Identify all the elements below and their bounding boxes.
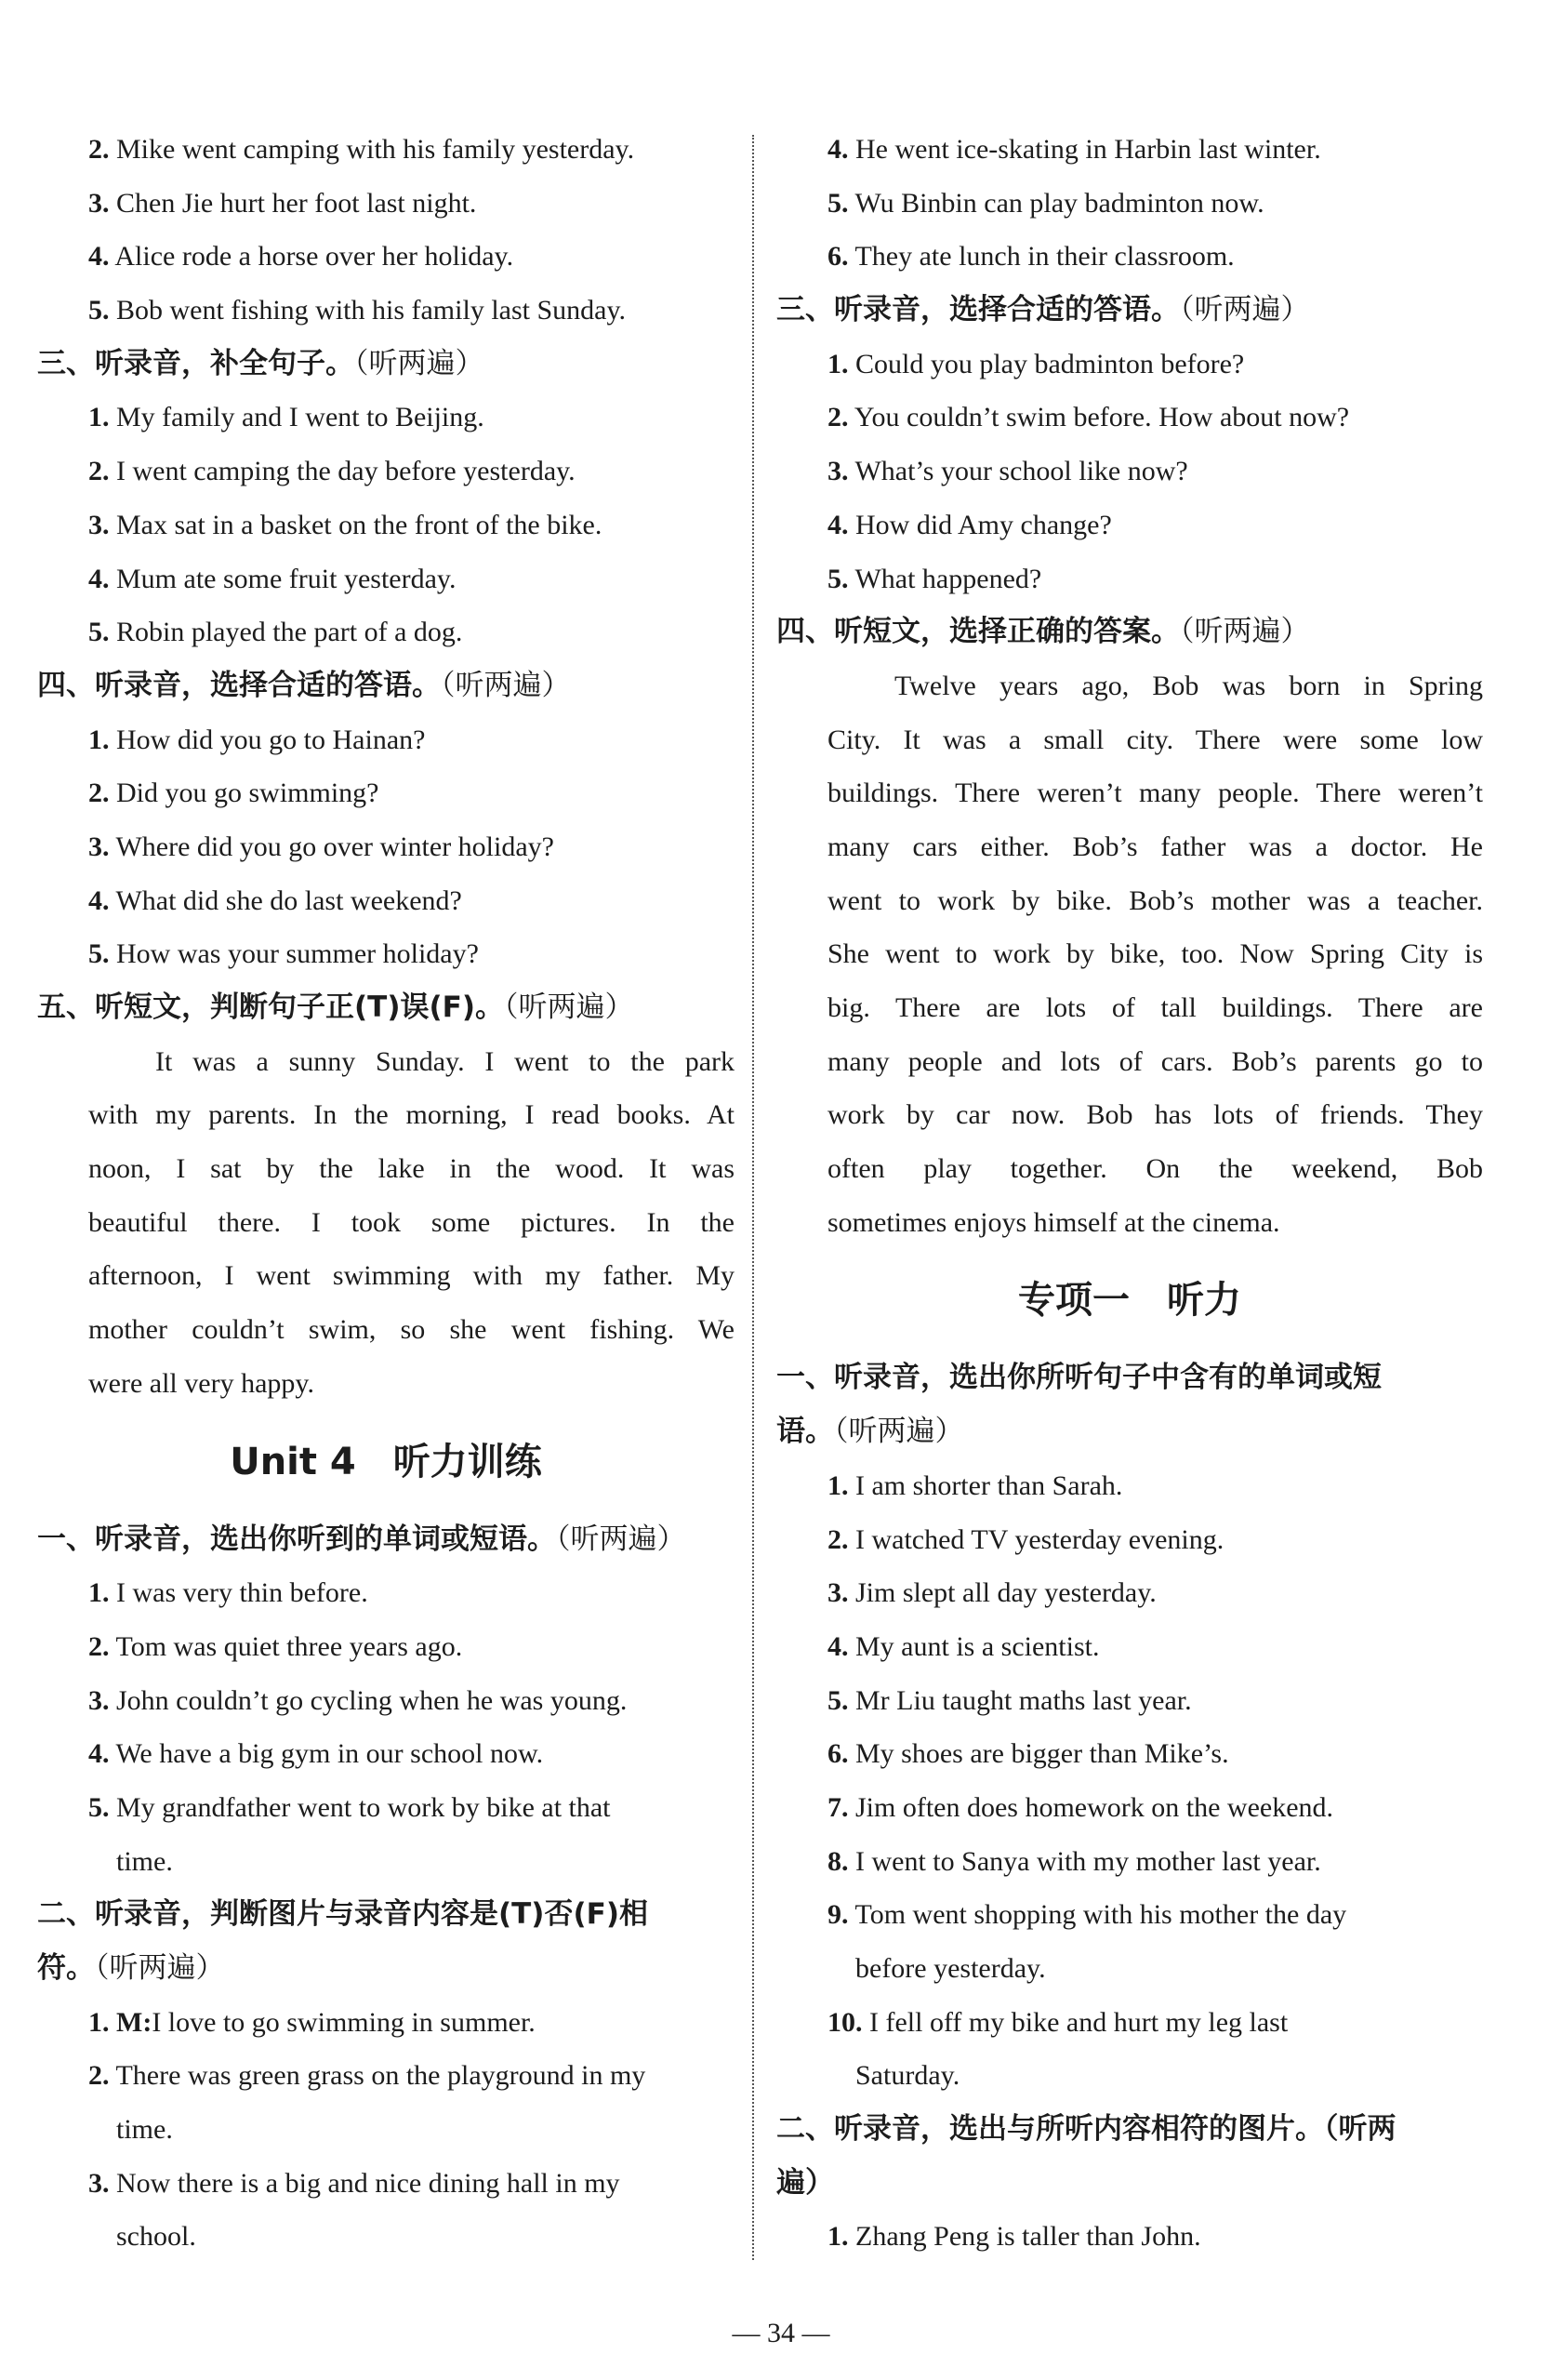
list-item: 5. Bob went fishing with his family last Sunday. — [88, 295, 627, 326]
list-item: 4. How did Amy change? — [827, 509, 1112, 540]
list-item: 4. Alice rode a horse over her holiday. — [88, 241, 514, 273]
list-item: 4. Mum ate some fruit yesterday. — [88, 563, 457, 594]
list-item: 2. There was green grass on the playground in my — [88, 2060, 646, 2092]
list-item-continuation: time. — [116, 2114, 173, 2146]
list-item: 5. How was your summer holiday? — [88, 938, 479, 970]
passage-line: mother couldn’t swim, so she went fishing. We — [88, 1314, 735, 1346]
section-heading: 一、听录音，选出你听到的单词或短语。（听两遍） — [37, 1522, 686, 1556]
passage-line: Twelve years ago, Bob was born in Spring — [894, 670, 1483, 701]
list-item: 5. Wu Binbin can play badminton now. — [827, 187, 1264, 219]
section-heading: 四、听短文，选择正确的答案。（听两遍） — [776, 615, 1310, 649]
passage-line: many cars either. Bob’s father was a doctor. He — [827, 831, 1483, 862]
list-item: 3. What’s your school like now? — [827, 456, 1188, 487]
passage-line: buildings. There weren’t many people. There weren’t — [827, 778, 1483, 809]
section-heading: 二、听录音，判断图片与录音内容是(T)否(F)相 — [37, 1897, 648, 1932]
unit-title: Unit 4 听力训练 — [230, 1440, 542, 1483]
section-heading-continuation: 符。（听两遍） — [37, 1951, 225, 1985]
list-item: 5. What happened? — [827, 563, 1042, 594]
list-item: 4. He went ice-skating in Harbin last winter. — [827, 134, 1321, 165]
list-item: 2. Mike went camping with his family yesterday. — [88, 134, 635, 165]
passage-line: beautiful there. I took some pictures. In the — [88, 1206, 735, 1238]
section-heading: 三、听录音，补全句子。（听两遍） — [37, 346, 484, 380]
list-item: 3. Jim slept all day yesterday. — [827, 1577, 1157, 1609]
list-item-continuation: school. — [116, 2221, 196, 2253]
passage-line: She went to work by bike, too. Now Spring City is — [827, 938, 1483, 970]
list-item-continuation: time. — [116, 1845, 173, 1877]
page-number: — 34 — — [732, 2318, 830, 2348]
passage-line: often play together. On the weekend, Bob — [827, 1153, 1483, 1185]
list-item: 1. How did you go to Hainan? — [88, 724, 426, 755]
list-item: 5. Robin played the part of a dog. — [88, 617, 463, 648]
passage-line: City. It was a small city. There were some low — [827, 724, 1483, 755]
list-item: 10. I fell off my bike and hurt my leg last — [827, 2006, 1289, 2038]
section-heading: 三、听录音，选择合适的答语。（听两遍） — [776, 293, 1310, 327]
list-item: 1. I was very thin before. — [88, 1577, 368, 1609]
column-divider — [752, 135, 754, 2260]
list-item: 2. You couldn’t swim before. How about now? — [827, 402, 1350, 433]
list-item: 3. Where did you go over winter holiday? — [88, 831, 554, 862]
list-item: 6. They ate lunch in their classroom. — [827, 241, 1235, 273]
special-topic-title: 专项一 听力 — [1018, 1279, 1241, 1323]
passage-line: with my parents. In the morning, I read books. At — [88, 1099, 735, 1131]
list-item: 1. Could you play badminton before? — [827, 348, 1245, 379]
section-heading-continuation: 遍） — [776, 2165, 834, 2200]
passage-line: afternoon, I went swimming with my father. My — [88, 1260, 735, 1292]
list-item: 3. Now there is a big and nice dining hall in my — [88, 2167, 620, 2199]
passage-line: many people and lots of cars. Bob’s parents go to — [827, 1045, 1483, 1077]
passage-line: noon, I sat by the lake in the wood. It was — [88, 1153, 735, 1185]
left-column — [37, 123, 735, 2264]
section-heading: 五、听短文，判断句子正(T)误(F)。（听两遍） — [37, 991, 634, 1024]
passage-line: big. There are lots of tall buildings. There are — [827, 992, 1483, 1023]
passage-line: were all very happy. — [88, 1367, 314, 1399]
right-column — [776, 123, 1483, 2264]
section-heading: 二、听录音，选出与所听内容相符的图片。（听两 — [776, 2112, 1397, 2147]
list-item: 4. What did she do last weekend? — [88, 884, 462, 916]
list-item: 1. My family and I went to Beijing. — [88, 402, 484, 433]
list-item: 8. I went to Sanya with my mother last year. — [827, 1845, 1321, 1877]
list-item: 4. My aunt is a scientist. — [827, 1630, 1100, 1662]
passage-line: It was a sunny Sunday. I went to the park — [155, 1045, 735, 1077]
passage-line: went to work by bike. Bob’s mother was a teacher. — [827, 884, 1483, 916]
list-item: 7. Jim often does homework on the weekend. — [827, 1791, 1334, 1823]
list-item: 9. Tom went shopping with his mother the day — [827, 1899, 1347, 1931]
list-item: 5. My grandfather went to work by bike at that — [88, 1791, 611, 1823]
passage-line: sometimes enjoys himself at the cinema. — [827, 1206, 1280, 1238]
list-item: 1. I am shorter than Sarah. — [827, 1469, 1123, 1501]
list-item: 3. John couldn’t go cycling when he was young. — [88, 1684, 628, 1716]
list-item: 6. My shoes are bigger than Mike’s. — [827, 1738, 1229, 1770]
list-item: 5. Mr Liu taught maths last year. — [827, 1684, 1192, 1716]
section-heading-continuation: 语。（听两遍） — [776, 1415, 964, 1449]
list-item: 1. M:I love to go swimming in summer. — [88, 2006, 536, 2038]
list-item: 2. I went camping the day before yesterday. — [88, 456, 576, 487]
list-item: 2. Tom was quiet three years ago. — [88, 1630, 463, 1662]
list-item-continuation: before yesterday. — [855, 1953, 1046, 1984]
list-item: 2. I watched TV yesterday evening. — [827, 1523, 1224, 1555]
list-item: 2. Did you go swimming? — [88, 778, 379, 809]
list-item: 3. Max sat in a basket on the front of the bike. — [88, 509, 602, 540]
list-item: 1. Zhang Peng is taller than John. — [827, 2221, 1201, 2253]
list-item-continuation: Saturday. — [855, 2060, 960, 2092]
list-item: 4. We have a big gym in our school now. — [88, 1738, 544, 1770]
section-heading: 一、听录音，选出你所听句子中含有的单词或短 — [776, 1361, 1382, 1395]
passage-line: work by car now. Bob has lots of friends. They — [827, 1099, 1483, 1131]
section-heading: 四、听录音，选择合适的答语。（听两遍） — [37, 668, 571, 702]
list-item: 3. Chen Jie hurt her foot last night. — [88, 187, 477, 219]
